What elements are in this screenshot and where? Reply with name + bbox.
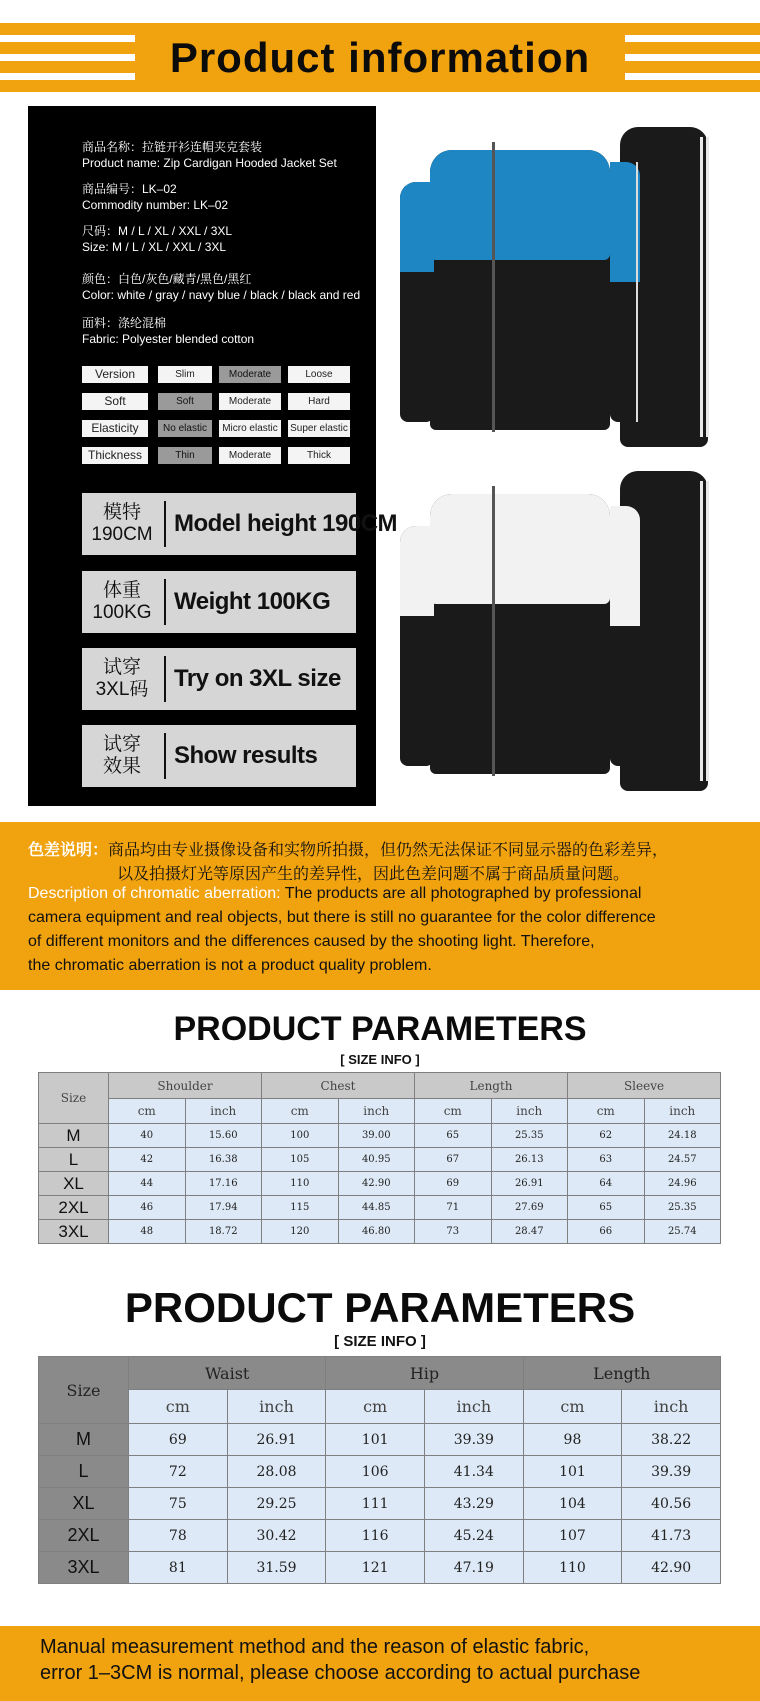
- size-cell: 3XL: [39, 1220, 109, 1244]
- table-row: [39, 1124, 721, 1148]
- attr-option: No elastic: [158, 420, 212, 437]
- model-weight-cn-2: 100KG: [92, 602, 152, 623]
- value-cell: 15.60: [185, 1124, 262, 1148]
- show-results-cn-1: 试穿: [102, 734, 141, 755]
- size-table-bottom: [38, 1356, 721, 1584]
- table-row: [39, 1456, 721, 1488]
- value-cell: 65: [415, 1124, 492, 1148]
- value-cell: 71: [415, 1196, 492, 1220]
- unit-cm-header: cm: [129, 1390, 228, 1424]
- model-height-box: [82, 493, 398, 555]
- unit-inch-header: inch: [227, 1390, 326, 1424]
- column-group-header: Length: [523, 1357, 720, 1390]
- fabric-cn: 面料：涤纶混棉: [82, 316, 167, 330]
- attr-option: Thin: [158, 447, 212, 464]
- value-cell: 17.16: [185, 1172, 262, 1196]
- value-cell: 111: [326, 1488, 425, 1520]
- attr-option: Thick: [288, 447, 350, 464]
- value-cell: 75: [129, 1488, 228, 1520]
- value-cell: 39.39: [424, 1424, 523, 1456]
- value-cell: 116: [326, 1520, 425, 1552]
- notice-en-text-3: of different monitors and the differences caused by the shooting light. Therefore,: [28, 933, 595, 950]
- attr-option: Moderate: [219, 366, 281, 383]
- column-group-header: Length: [415, 1073, 568, 1099]
- model-weight-cn-1: 体重: [102, 580, 141, 601]
- value-cell: 16.38: [185, 1148, 262, 1172]
- size-cell: 2XL: [39, 1520, 129, 1552]
- value-cell: 98: [523, 1424, 622, 1456]
- table-row: [39, 1488, 721, 1520]
- value-cell: 47.19: [424, 1552, 523, 1584]
- product-name-cn: 商品名称：拉链开衫连帽夹克套装: [82, 140, 263, 154]
- size-list-en: Size: M / L / XL / XXL / 3XL: [82, 240, 227, 254]
- table1-title: PRODUCT PARAMETERS: [173, 1010, 587, 1048]
- attr-label: Thickness: [82, 447, 148, 464]
- value-cell: 73: [415, 1220, 492, 1244]
- column-group-header: Chest: [262, 1073, 415, 1099]
- value-cell: 41.73: [622, 1520, 721, 1552]
- value-cell: 38.22: [622, 1424, 721, 1456]
- commodity-number-cn: 商品编号：LK–02: [82, 182, 177, 196]
- value-cell: 106: [326, 1456, 425, 1488]
- value-cell: 44.85: [338, 1196, 415, 1220]
- attr-option: Super elastic: [288, 420, 350, 437]
- unit-cm-header: cm: [568, 1099, 645, 1124]
- value-cell: 115: [262, 1196, 339, 1220]
- value-cell: 44: [109, 1172, 186, 1196]
- column-group-header: Sleeve: [568, 1073, 721, 1099]
- attr-option: Loose: [288, 366, 350, 383]
- attr-label: Soft: [82, 393, 148, 410]
- value-cell: 26.91: [491, 1172, 568, 1196]
- attr-label: Elasticity: [82, 420, 148, 437]
- product-image-blue: [400, 122, 740, 452]
- value-cell: 81: [129, 1552, 228, 1584]
- footer-line-1: Manual measurement method and the reason of elastic fabric,: [40, 1636, 590, 1658]
- value-cell: 69: [129, 1424, 228, 1456]
- value-cell: 43.29: [424, 1488, 523, 1520]
- unit-cm-header: cm: [262, 1099, 339, 1124]
- unit-inch-header: inch: [338, 1099, 415, 1124]
- try-on-cn-2: 3XL码: [95, 679, 149, 700]
- column-group-header: Waist: [129, 1357, 326, 1390]
- notice-en-text-1: The products are all photographed by professional: [280, 885, 642, 902]
- product-image-white: [400, 466, 740, 796]
- value-cell: 28.47: [491, 1220, 568, 1244]
- table-row: [39, 1172, 721, 1196]
- footer-banner: [0, 1626, 760, 1701]
- unit-inch-header: inch: [622, 1390, 721, 1424]
- table-row: [39, 1424, 721, 1456]
- show-results-cn-2: 效果: [102, 756, 141, 777]
- unit-cm-header: cm: [109, 1099, 186, 1124]
- show-results-en: Show results: [174, 742, 318, 769]
- unit-cm-header: cm: [415, 1099, 492, 1124]
- try-on-en: Try on 3XL size: [174, 665, 341, 692]
- value-cell: 18.72: [185, 1220, 262, 1244]
- notice-cn-text-2: 以及拍摄灯光等原因产生的差异性，因此色差问题不属于商品质量问题。: [117, 866, 630, 883]
- value-cell: 25.74: [644, 1220, 721, 1244]
- size-cell: M: [39, 1424, 129, 1456]
- value-cell: 67: [415, 1148, 492, 1172]
- value-cell: 120: [262, 1220, 339, 1244]
- color-list-en: Color: white / gray / navy blue / black / black and red: [82, 288, 361, 302]
- size-cell: L: [39, 1148, 109, 1172]
- value-cell: 100: [262, 1124, 339, 1148]
- size-header: Size: [39, 1073, 109, 1124]
- size-list-cn: 尺码：M / L / XL / XXL / 3XL: [82, 224, 233, 238]
- unit-inch-header: inch: [644, 1099, 721, 1124]
- value-cell: 121: [326, 1552, 425, 1584]
- unit-inch-header: inch: [185, 1099, 262, 1124]
- value-cell: 26.91: [227, 1424, 326, 1456]
- size-cell: XL: [39, 1172, 109, 1196]
- value-cell: 24.18: [644, 1124, 721, 1148]
- table-row: [39, 1552, 721, 1584]
- value-cell: 39.00: [338, 1124, 415, 1148]
- size-cell: L: [39, 1456, 129, 1488]
- notice-en-text-2: camera equipment and real objects, but there is still no guarantee for the color difference: [28, 909, 656, 926]
- unit-cm-header: cm: [523, 1390, 622, 1424]
- value-cell: 39.39: [622, 1456, 721, 1488]
- value-cell: 104: [523, 1488, 622, 1520]
- value-cell: 25.35: [644, 1196, 721, 1220]
- value-cell: 24.57: [644, 1148, 721, 1172]
- product-name-en: Product name: Zip Cardigan Hooded Jacket Set: [82, 156, 337, 170]
- value-cell: 64: [568, 1172, 645, 1196]
- attr-option: Micro elastic: [219, 420, 281, 437]
- value-cell: 46.80: [338, 1220, 415, 1244]
- value-cell: 107: [523, 1520, 622, 1552]
- try-on-size-box: [82, 648, 356, 710]
- value-cell: 48: [109, 1220, 186, 1244]
- footer-line-2: error 1–3CM is normal, please choose according to actual purchase: [40, 1662, 641, 1684]
- attr-option: Slim: [158, 366, 212, 383]
- try-on-cn-1: 试穿: [102, 657, 141, 678]
- product-info-panel: [28, 106, 398, 806]
- size-cell: XL: [39, 1488, 129, 1520]
- page-title: Product information: [169, 34, 591, 81]
- unit-inch-header: inch: [424, 1390, 523, 1424]
- value-cell: 42.90: [338, 1172, 415, 1196]
- value-cell: 42.90: [622, 1552, 721, 1584]
- value-cell: 69: [415, 1172, 492, 1196]
- value-cell: 101: [523, 1456, 622, 1488]
- header-banner: [0, 23, 760, 92]
- value-cell: 46: [109, 1196, 186, 1220]
- value-cell: 40: [109, 1124, 186, 1148]
- model-weight-box: [82, 571, 356, 633]
- model-height-cn-2: 190CM: [91, 524, 153, 545]
- size-cell: 3XL: [39, 1552, 129, 1584]
- size-header: Size: [39, 1357, 129, 1424]
- value-cell: 24.96: [644, 1172, 721, 1196]
- model-weight-en: Weight 100KG: [174, 588, 331, 615]
- table2-title: PRODUCT PARAMETERS: [124, 1284, 636, 1331]
- attr-option: Moderate: [219, 447, 281, 464]
- value-cell: 41.34: [424, 1456, 523, 1488]
- color-notice-banner: [0, 822, 760, 990]
- value-cell: 65: [568, 1196, 645, 1220]
- value-cell: 45.24: [424, 1520, 523, 1552]
- commodity-number-en: Commodity number: LK–02: [82, 198, 229, 212]
- color-list-cn: 颜色：白色/灰色/藏青/黑色/黑红: [82, 272, 252, 286]
- notice-cn-label: 色差说明：: [28, 842, 109, 859]
- table-row: [39, 1148, 721, 1172]
- value-cell: 31.59: [227, 1552, 326, 1584]
- notice-en-text-4: the chromatic aberration is not a product quality problem.: [28, 957, 432, 974]
- column-group-header: Shoulder: [109, 1073, 262, 1099]
- table-row: [39, 1220, 721, 1244]
- table2-subtitle: [ SIZE INFO ]: [334, 1333, 426, 1350]
- value-cell: 40.95: [338, 1148, 415, 1172]
- attr-option: Soft: [158, 393, 212, 410]
- unit-inch-header: inch: [491, 1099, 568, 1124]
- value-cell: 40.56: [622, 1488, 721, 1520]
- table-row: [39, 1196, 721, 1220]
- show-results-box: [82, 725, 356, 787]
- value-cell: 66: [568, 1220, 645, 1244]
- value-cell: 17.94: [185, 1196, 262, 1220]
- size-cell: M: [39, 1124, 109, 1148]
- value-cell: 29.25: [227, 1488, 326, 1520]
- table-row: [39, 1520, 721, 1552]
- attr-label: Version: [82, 366, 148, 383]
- value-cell: 25.35: [491, 1124, 568, 1148]
- notice-cn-text-1: 商品均由专业摄像设备和实物所拍摄，但仍然无法保证不同显示器的色彩差异，: [108, 842, 669, 859]
- value-cell: 101: [326, 1424, 425, 1456]
- unit-cm-header: cm: [326, 1390, 425, 1424]
- value-cell: 72: [129, 1456, 228, 1488]
- value-cell: 26.13: [491, 1148, 568, 1172]
- value-cell: 62: [568, 1124, 645, 1148]
- value-cell: 27.69: [491, 1196, 568, 1220]
- model-height-en: Model height 190CM: [174, 510, 398, 537]
- value-cell: 110: [262, 1172, 339, 1196]
- value-cell: 63: [568, 1148, 645, 1172]
- value-cell: 30.42: [227, 1520, 326, 1552]
- value-cell: 28.08: [227, 1456, 326, 1488]
- value-cell: 78: [129, 1520, 228, 1552]
- column-group-header: Hip: [326, 1357, 523, 1390]
- notice-en-label: Description of chromatic aberration:: [28, 885, 281, 902]
- value-cell: 42: [109, 1148, 186, 1172]
- table1-subtitle: [ SIZE INFO ]: [340, 1052, 420, 1067]
- attr-option: Moderate: [219, 393, 281, 410]
- size-table-top: [38, 1072, 721, 1244]
- attr-option: Hard: [288, 393, 350, 410]
- fabric-en: Fabric: Polyester blended cotton: [82, 332, 255, 346]
- value-cell: 110: [523, 1552, 622, 1584]
- model-height-cn-1: 模特: [102, 502, 141, 523]
- size-cell: 2XL: [39, 1196, 109, 1220]
- value-cell: 105: [262, 1148, 339, 1172]
